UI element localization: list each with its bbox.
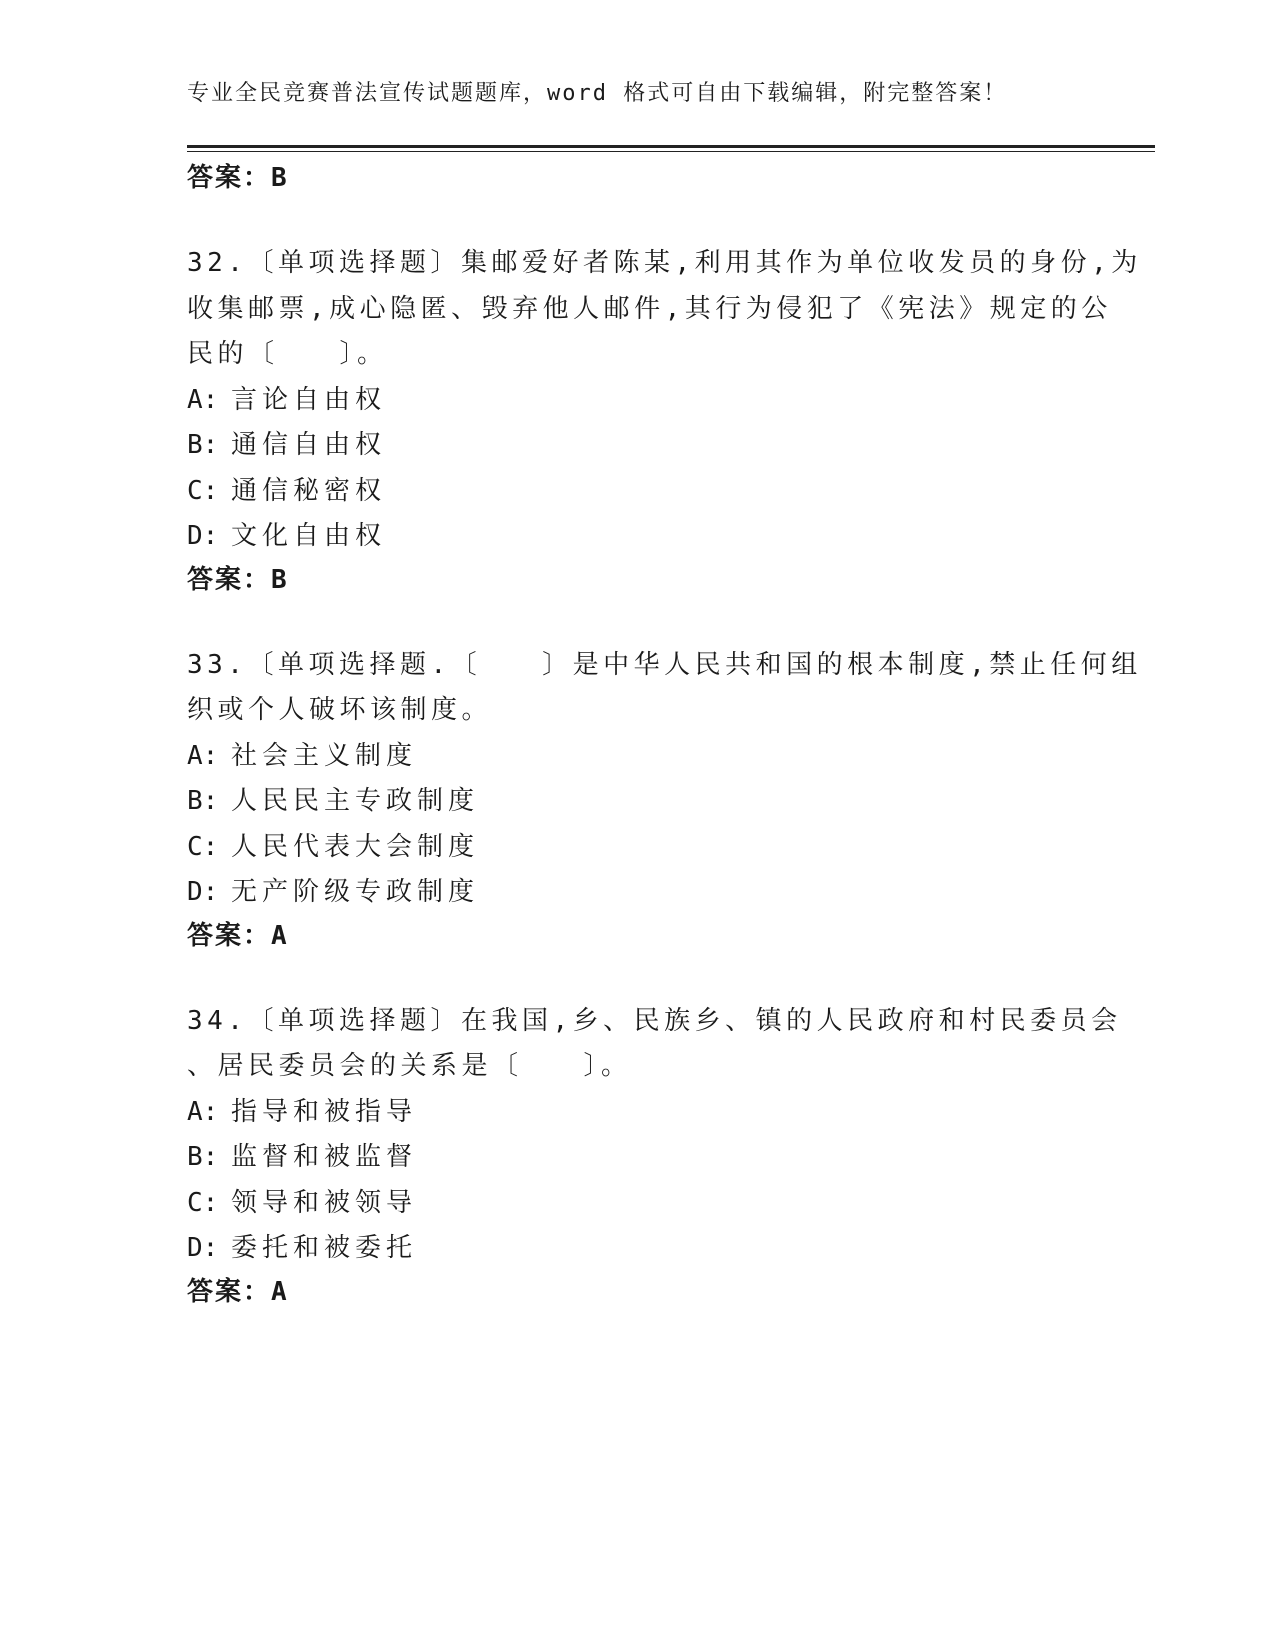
- option-c: [187, 469, 1087, 515]
- option-label: D:: [187, 1233, 219, 1263]
- option-b: [187, 423, 1087, 469]
- option-text: 委托和被委托: [231, 1233, 418, 1263]
- option-label: B:: [187, 430, 219, 460]
- option-c: [187, 825, 1087, 871]
- option-d: [187, 1226, 1087, 1272]
- question-answer: 答案：A: [187, 920, 289, 951]
- option-label: C:: [187, 831, 219, 862]
- question-answer: 答案：A: [187, 1276, 289, 1307]
- option-text: 通信秘密权: [231, 475, 387, 506]
- question-stem-line: 34.〔单项选择题〕在我国,乡、民族乡、镇的人民政府和村民委员会: [187, 1005, 1122, 1036]
- option-d: [187, 514, 1087, 560]
- option-text: 监督和被监督: [231, 1142, 418, 1172]
- question-32: [187, 241, 1142, 600]
- option-label: D:: [187, 877, 219, 907]
- header-rule-thin: [187, 151, 1155, 152]
- page-header: 专业全民竞赛普法宣传试题题库，word 格式可自由下载编辑，附完整答案！: [187, 81, 1008, 106]
- option-label: B:: [187, 786, 219, 816]
- option-label: B:: [187, 1142, 219, 1172]
- option-label: C:: [187, 1187, 219, 1218]
- question-stem-line: 收集邮票,成心隐匿、毁弃他人邮件,其行为侵犯了《宪法》规定的公: [187, 293, 1112, 324]
- option-text: 文化自由权: [231, 521, 387, 551]
- question-stem-line: 33.〔单项选择题.〔 〕是中华人民共和国的根本制度,禁止任何组: [187, 649, 1142, 680]
- question-33: [187, 643, 1142, 956]
- question-34: [187, 999, 1122, 1312]
- previous-answer: 答案：B: [187, 163, 289, 193]
- option-label: A:: [187, 740, 219, 771]
- header-rule-thick: [187, 145, 1155, 148]
- option-a: [187, 378, 1087, 424]
- option-b: [187, 779, 1087, 825]
- option-text: 社会主义制度: [231, 740, 418, 771]
- option-label: A:: [187, 1096, 219, 1127]
- option-text: 无产阶级专政制度: [231, 877, 480, 907]
- option-text: 言论自由权: [231, 384, 387, 415]
- option-b: [187, 1135, 1087, 1181]
- question-answer: 答案：B: [187, 564, 289, 595]
- option-label: C:: [187, 475, 219, 506]
- option-text: 人民民主专政制度: [231, 786, 480, 816]
- option-text: 指导和被指导: [231, 1096, 418, 1127]
- option-d: [187, 870, 1087, 916]
- option-label: A:: [187, 384, 219, 415]
- option-a: [187, 1090, 1087, 1136]
- question-stem-line: 民的〔 〕。: [187, 339, 388, 369]
- option-a: [187, 734, 1087, 780]
- question-stem-line: 32.〔单项选择题〕集邮爱好者陈某,利用其作为单位收发员的身份,为: [187, 248, 1142, 278]
- question-list: [187, 158, 1142, 1312]
- option-label: D:: [187, 521, 219, 551]
- option-text: 通信自由权: [231, 430, 387, 460]
- option-text: 人民代表大会制度: [231, 831, 480, 862]
- option-text: 领导和被领导: [231, 1187, 418, 1218]
- question-stem-line: 织或个人破坏该制度。: [187, 695, 493, 725]
- option-c: [187, 1181, 1087, 1227]
- question-stem-line: 、居民委员会的关系是〔 〕。: [187, 1051, 632, 1081]
